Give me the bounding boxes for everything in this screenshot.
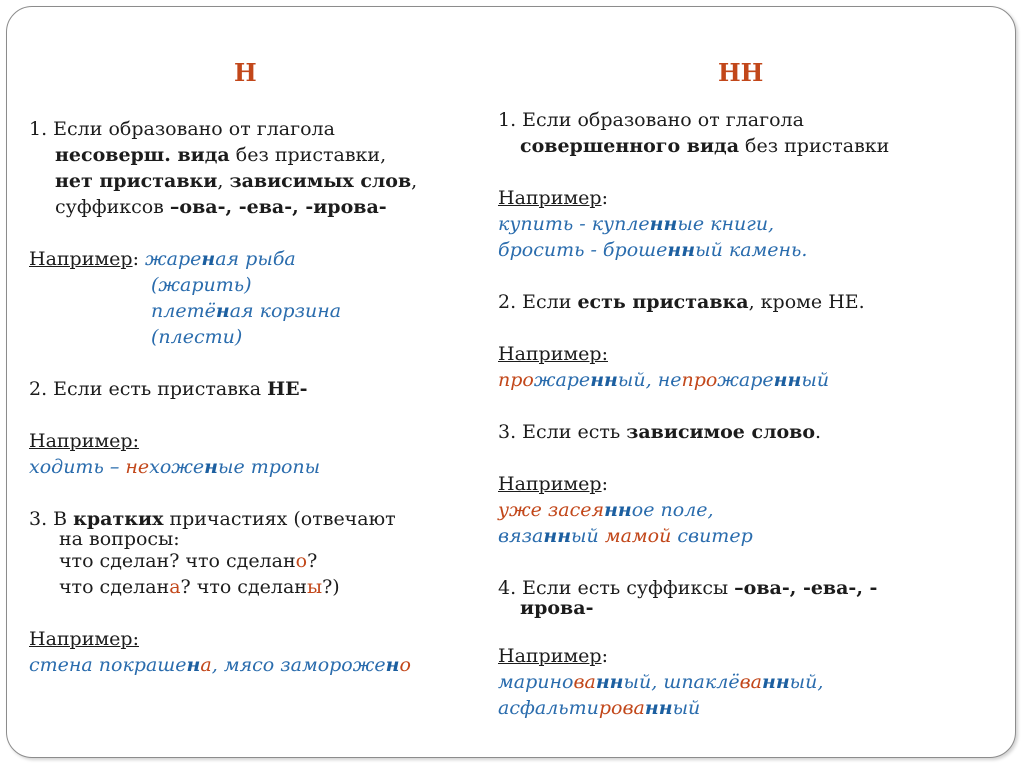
- rule-3-line-2: на вопросы:: [59, 528, 180, 550]
- example-1-label: Например:: [498, 187, 608, 209]
- example-1-line-2: (жарить): [151, 274, 252, 296]
- rule-3-line-4: что сделана? что сделаны?): [59, 576, 340, 598]
- example-4-line-1: маринованный, шпаклёванный,: [498, 671, 824, 693]
- rule-3-line: 3. Если есть зависимое слово.: [498, 421, 822, 443]
- example-1-line-2: бросить - брошенный камень.: [498, 239, 808, 261]
- example-3-line-2: вязанный мамой свитер: [498, 525, 753, 547]
- rule-3-line-3: что сделан? что сделано?: [59, 550, 318, 572]
- example-1-line-3: плетёная корзина: [151, 300, 342, 322]
- rule-2-line: 2. Если есть приставка, кроме НЕ.: [498, 291, 865, 313]
- rule-3-line-1: 3. В кратких причастиях (отвечают: [29, 508, 396, 530]
- header-single-n: Н: [234, 58, 257, 87]
- rule-4-line-2: ирова-: [520, 597, 594, 619]
- rule-1-line-1: 1. Если образовано от глагола: [29, 118, 335, 140]
- example-3-line: стена покрашена, мясо заморожено: [29, 654, 411, 676]
- example-2-line: прожаренный, непрожаренный: [498, 369, 830, 391]
- example-4-label: Например:: [498, 645, 608, 667]
- example-3-line-1: уже засеянное поле,: [498, 499, 714, 521]
- rule-1-line-2: совершенного вида без приставки: [520, 135, 890, 157]
- example-2-label: Например:: [29, 430, 139, 452]
- example-3-label: Например:: [498, 473, 608, 495]
- example-4-line-2: асфальтированный: [498, 697, 701, 719]
- example-1-line-4: (плести): [151, 326, 243, 348]
- right-column: [498, 107, 889, 721]
- example-1-line-1: купить - купленные книги,: [498, 213, 775, 235]
- rule-1-line-4: суффиксов –ова-, -ева-, -ирова-: [55, 196, 387, 218]
- example-2-label: Например:: [498, 343, 608, 365]
- rule-2-line: 2. Если есть приставка НЕ-: [29, 378, 308, 400]
- example-2-line: ходить – нехоженые тропы: [29, 456, 321, 478]
- rule-1-line-2: несоверш. вида без приставки,: [55, 144, 387, 166]
- example-1-line-1: Например: жареная рыба: [29, 248, 296, 270]
- rule-1-line-3: нет приставки, зависимых слов,: [55, 170, 418, 192]
- left-column: [29, 116, 417, 678]
- rule-1-line-1: 1. Если образовано от глагола: [498, 109, 804, 131]
- header-double-n: НН: [718, 58, 764, 87]
- rule-4-line-1: 4. Если есть суффиксы –ова-, -ева-, -: [498, 577, 878, 599]
- example-3-label: Например:: [29, 628, 139, 650]
